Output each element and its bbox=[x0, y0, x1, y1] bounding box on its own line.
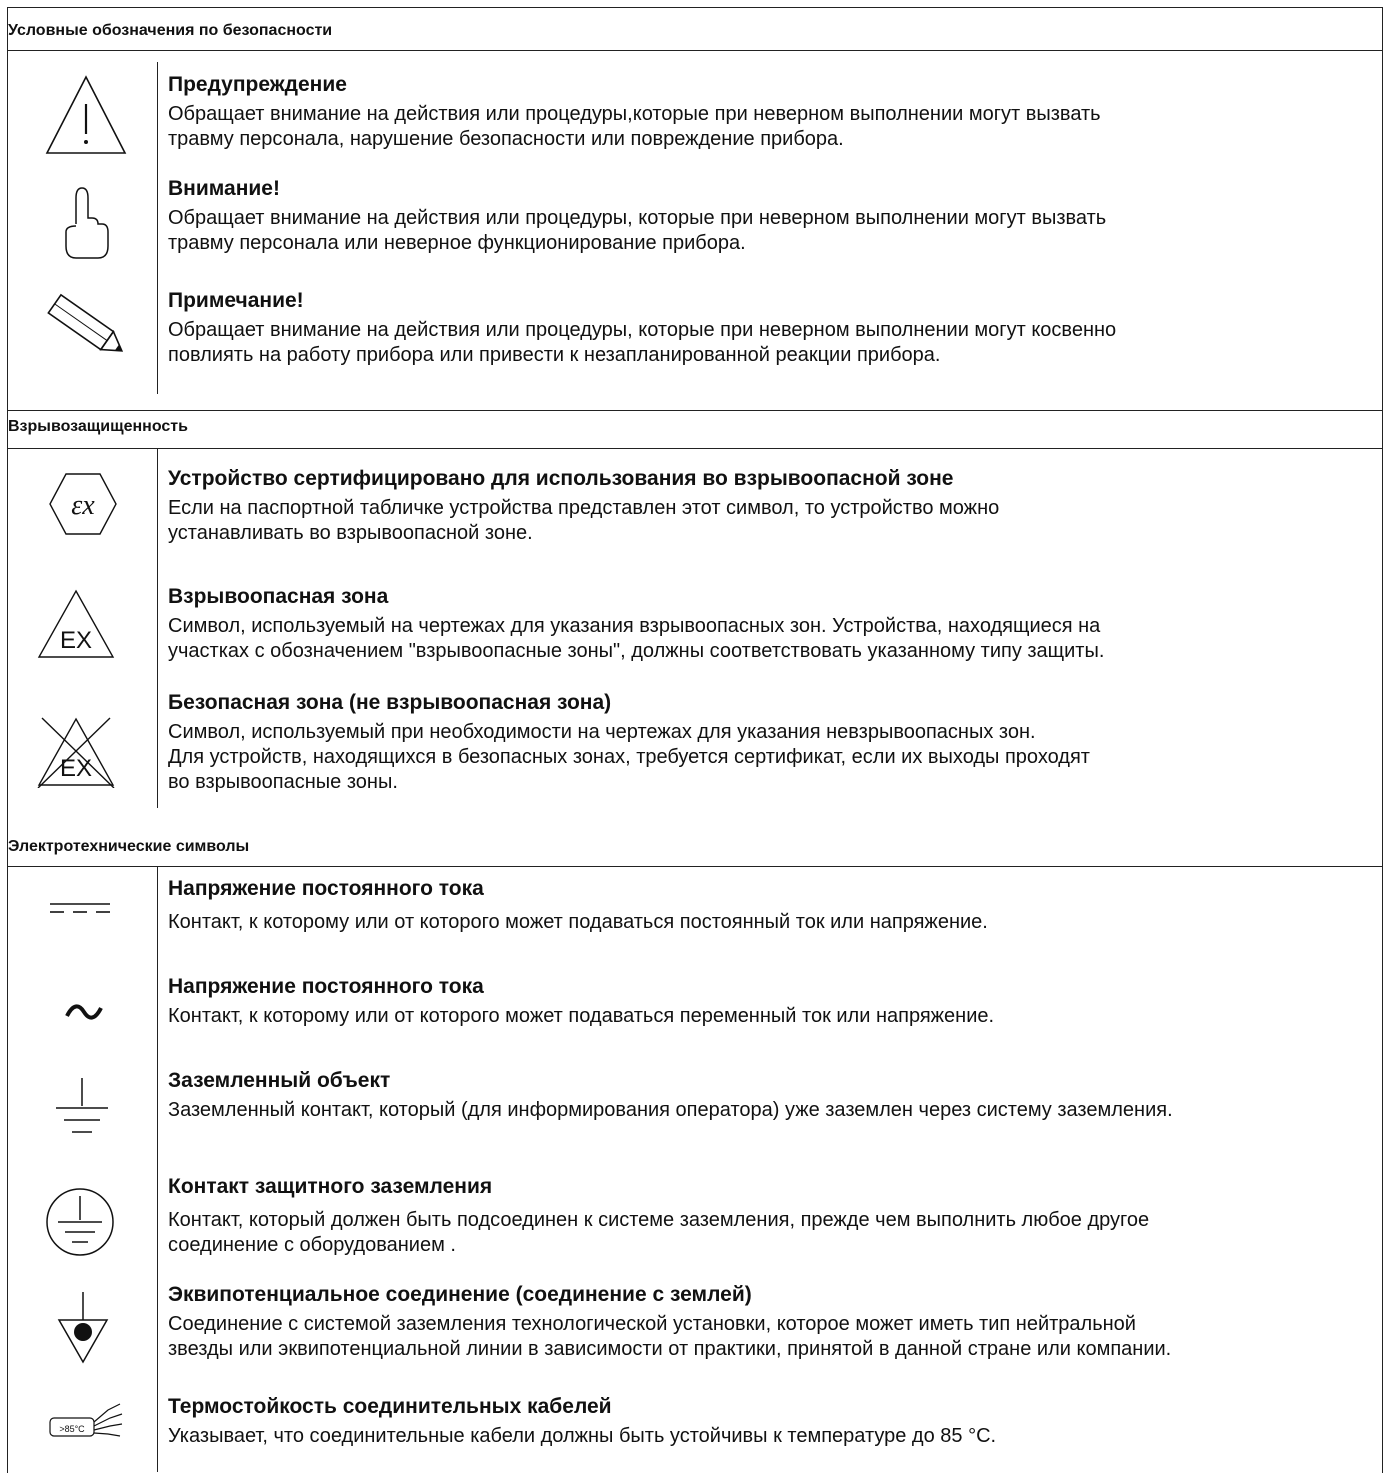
section-heading-explosion: Взрывозащищенность bbox=[8, 418, 188, 435]
ground-icon bbox=[54, 1076, 110, 1140]
ex-crossed-triangle-icon bbox=[36, 716, 116, 788]
entry-ex-zone bbox=[168, 584, 1381, 664]
entry-text: Соединение с системой заземления технологической установки, которое может иметь тип нейтральной звезды или эквипотенциальной линии в зависимости от практики, принятой в данной стране или компании. bbox=[168, 1313, 1172, 1360]
protective-earth-icon bbox=[44, 1186, 116, 1258]
ex-hexagon-icon bbox=[48, 472, 118, 536]
entry-text: Контакт, к которому или от которого может подаваться постоянный ток или напряжение. bbox=[168, 911, 988, 933]
entry-title: Контакт защитного заземления bbox=[168, 1175, 493, 1198]
entry-text: Заземленный контакт, который (для информирования оператора) уже заземлен через систему заземления. bbox=[168, 1099, 1173, 1121]
entry-text: Обращает внимание на действия или процедуры,которые при неверном выполнении могут вызвать травму персонала, нарушение безопасности или повреждение прибора. bbox=[168, 103, 1101, 150]
entry-title: Термостойкость соединительных кабелей bbox=[168, 1395, 612, 1418]
entry-cable-temperature bbox=[168, 1394, 1381, 1449]
entry-note bbox=[168, 288, 1381, 368]
entry-text: Если на паспортной табличке устройства представлен этот символ, то устройство можно устанавливать во взрывоопасной зоне. bbox=[168, 497, 1000, 544]
entry-text: Обращает внимание на действия или процедуры, которые при неверном выполнении могут косвенно повлиять на работу прибора или привести к незапланированной реакции прибора. bbox=[168, 319, 1117, 366]
entry-warning bbox=[168, 72, 1381, 152]
dc-voltage-icon bbox=[48, 898, 112, 918]
entry-text: Указывает, что соединительные кабели должны быть устойчивы к температуре до 85 °C. bbox=[168, 1425, 997, 1447]
entry-title: Внимание! bbox=[168, 177, 280, 200]
svg-text:EX: EX bbox=[59, 627, 93, 654]
entry-safe-zone bbox=[168, 690, 1381, 795]
divider bbox=[7, 50, 1383, 51]
column-divider bbox=[157, 866, 158, 1472]
entry-title: Напряжение постоянного тока bbox=[168, 975, 484, 998]
entry-text: Контакт, который должен быть подсоединен к системе заземления, прежде чем выполнить любое другое соединение с оборудованием . bbox=[168, 1209, 1150, 1256]
entry-text: Обращает внимание на действия или процедуры, которые при неверном выполнении могут вызвать травму персонала или неверное функционирование прибора. bbox=[168, 207, 1107, 254]
pencil-icon bbox=[42, 290, 134, 362]
entry-title: Примечание! bbox=[168, 289, 304, 312]
cable-icon-label: >85°C bbox=[59, 1424, 85, 1434]
entry-ac bbox=[168, 974, 1381, 1029]
entry-title: Заземленный объект bbox=[168, 1069, 391, 1092]
entry-title: Напряжение постоянного тока bbox=[168, 877, 484, 900]
entry-text: Контакт, к которому или от которого может подаваться переменный ток или напряжение. bbox=[168, 1005, 995, 1027]
entry-caution bbox=[168, 176, 1381, 256]
entry-title: Безопасная зона (не взрывоопасная зона) bbox=[168, 691, 612, 714]
entry-text: Символ, используемый на чертежах для указания взрывоопасных зон. Устройства, находящиеся на участках с обозначением "взрывоопасные зоны", должны соответствовать указанному типу защиты. bbox=[168, 615, 1105, 662]
divider bbox=[7, 866, 1383, 867]
entry-title: Эквипотенциальное соединение (соединение с землей) bbox=[168, 1283, 752, 1306]
svg-text:εx: εx bbox=[71, 490, 95, 521]
entry-title: Предупреждение bbox=[168, 73, 347, 96]
column-divider bbox=[157, 448, 158, 808]
entry-title: Устройство сертифицировано для использования во взрывоопасной зоне bbox=[168, 467, 954, 490]
divider bbox=[7, 410, 1383, 411]
warning-triangle-icon bbox=[44, 74, 128, 156]
entry-ex-certified bbox=[168, 466, 1381, 546]
pointing-hand-icon bbox=[54, 180, 114, 264]
svg-text:EX: EX bbox=[59, 755, 93, 782]
column-divider bbox=[157, 62, 158, 394]
cable-temperature-icon bbox=[48, 1400, 124, 1442]
entry-ground bbox=[168, 1068, 1381, 1123]
divider bbox=[7, 448, 1383, 449]
section-heading-electrical: Электротехнические символы bbox=[8, 838, 250, 855]
entry-protective-earth bbox=[168, 1174, 1381, 1258]
entry-text: Символ, используемый при необходимости на чертежах для указания невзрывоопасных зон. Для устройств, находящихся в безопасных зонах, требуется сертификат, если их выходы проходят во взрывоопасные зоны. bbox=[168, 721, 1090, 793]
entry-title: Взрывоопасная зона bbox=[168, 585, 389, 608]
ac-voltage-icon bbox=[64, 1000, 104, 1024]
ex-triangle-icon bbox=[36, 588, 116, 660]
entry-dc bbox=[168, 876, 1381, 935]
equipotential-icon bbox=[56, 1290, 110, 1364]
entry-equipotential bbox=[168, 1282, 1381, 1362]
section-heading-safety: Условные обозначения по безопасности bbox=[8, 22, 333, 39]
